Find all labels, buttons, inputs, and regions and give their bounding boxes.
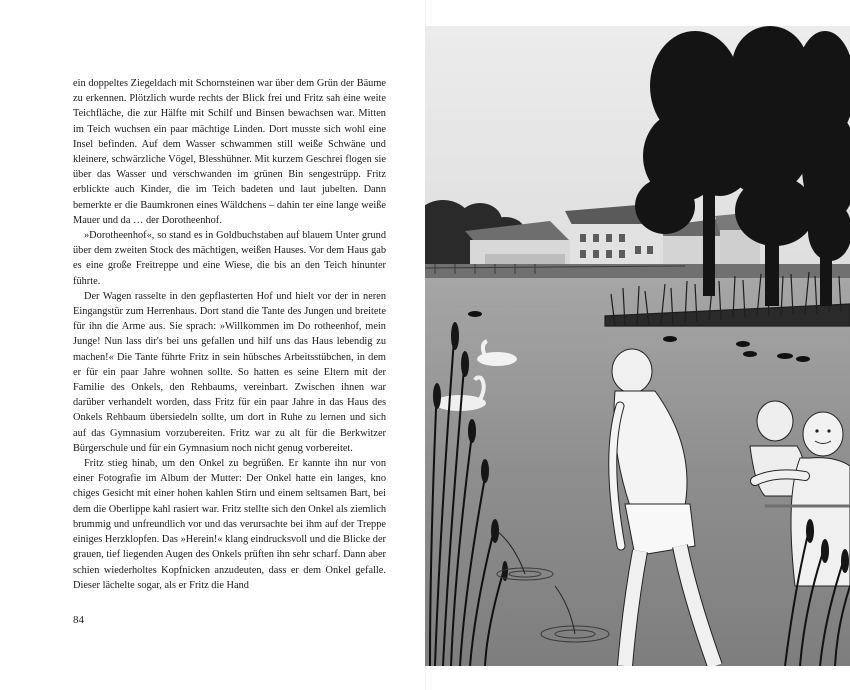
text-line: Geschrei flogen sie über das Wasser und verschwanden im grünen Bin [73, 154, 386, 181]
text-line: Haus gab es eine große Freitreppe und eine Wiese, die bis an den Teich [73, 245, 387, 272]
text-line: hinunter führte. [73, 260, 386, 287]
text-line: »Dorotheenhof«, so stand es in Goldbuchstaben auf blauem Unter [84, 230, 360, 242]
text-line: neren Eingangstür zum Herrenhaus. Dort stand die Tante des Jungen [73, 290, 386, 318]
text-line: Bäume zu erkennen. Plötzlich wurde rechts der Blick frei und Fritz sah [73, 78, 386, 105]
text-line: sengestrüpp. Fritz erblickte auch Kinder, die im Teich badeten und laut [73, 169, 386, 196]
text-line: es seine Eltern mit der Familie des Onkels, den Rehbaums, vereinbart. [73, 366, 386, 394]
text-line: dass er dem Onkel gefalle. Dieser lächelte sogar, als er Fritz die Hand [73, 564, 386, 591]
text-line: und die Blicke der grauen, tief liegenden Augen des Onkels prüften ihn [73, 534, 386, 561]
text-line: zu alt für die Berkwitzer Bürgerschule und für ein Gymnasium noch [73, 427, 386, 454]
text-line: Schwäne und kleinere, schwärzliche Vögel, Blesshühner. Mit kurzem [73, 138, 386, 166]
text-line: chiges Gesicht mit einer hohen kahlen Stirn und einem seltsamen Bart, [73, 488, 374, 500]
body-text [73, 76, 386, 593]
text-line: und breitete für ihn die Arme aus. Sie sprach: »Willkommen im Do [73, 306, 386, 333]
text-line: bei dem die Oberlippe kahl rasiert war. Fritz stellte sich den Onkel als [73, 488, 386, 515]
paragraph-3 [73, 289, 386, 456]
paragraph-4 [73, 456, 386, 593]
paragraph-2 [73, 228, 386, 289]
paragraph-1 [73, 76, 386, 228]
text-line: sehr scharf. Dann aber schien wiederholtes Kopfnicken anzudeuten, [73, 549, 386, 576]
text-line: einer Fotografie im Album der Mutter: Der Onkel hatte ein langes, kno [73, 473, 386, 485]
text-line: auf der Treppe einiges Herzklopfen. Das »Herein!« klang eindrucksvoll [73, 518, 386, 546]
pond-scene-illustration [425, 26, 850, 666]
text-line: nicht genug vorbereitet. [254, 442, 353, 454]
text-line: ter eine lange weiße Mauer und da … der Dorotheenhof. [73, 199, 386, 226]
text-line: Arbeitsstübchen, in dem er für ein paar Jahre wohnen sollte. So hatten [73, 351, 386, 378]
text-line: Jahre in das Haus des Onkels Rehbaum übersiedeln sollte, um dort in [73, 397, 386, 424]
text-line: grund über dem zweiten Stock des mächtigen, weißen Hauses. Vor dem [73, 230, 386, 257]
text-line: rotheenhof, mein Junge! Nun lass dir's bei uns gefallen und hilf uns [73, 321, 386, 348]
text-line: Der Wagen rasselte in den gepflasterten Hof und hielt vor der in [84, 290, 360, 302]
text-line: war. Mitten im Teich wuchsen ein paar mächtige Linden. Dort musste [73, 108, 386, 135]
text-line: Ruhe zu lernen und sich auf das Gymnasium vorzubereiten. Fritz war [73, 412, 386, 439]
text-line: das Haus lebendig zu machen!« Die Tante führte Fritz in sein hübsches [73, 336, 386, 363]
text-line: Fritz stieg hinab, um den Onkel zu begrüßen. Er kannte ihn nur von [84, 458, 386, 470]
page-number: 84 [73, 614, 84, 626]
text-line: ziemlich brummig und unfreundlich vor und das verursachte bei ihm [73, 503, 386, 530]
illustration [425, 26, 850, 666]
text-line: ein doppeltes Ziegeldach mit Schornsteinen war über dem Grün der [73, 78, 357, 89]
text-line: sich wohl eine Insel befinden. Auf dem Wasser schwammen still weiße [73, 123, 387, 150]
text-line: eine weite Teichfläche, die zur Hälfte mit Schilf und Binsen bewachsen [73, 93, 386, 120]
text-line: jubelten. Dann bemerkte er die Baumkronen eines Wäldchens – dahin [73, 184, 386, 211]
text-line: Zwischen ihnen war darüber verhandelt worden, dass Fritz für ein paar [73, 382, 386, 409]
